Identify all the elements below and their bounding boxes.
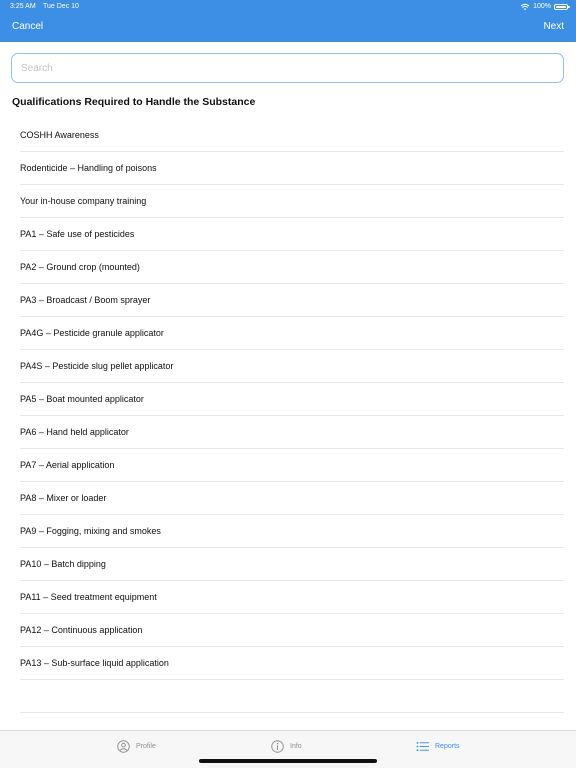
list-item[interactable]: PA5 – Boat mounted applicator: [20, 383, 564, 416]
list-item[interactable]: PA4S – Pesticide slug pellet applicator: [20, 350, 564, 383]
list-item[interactable]: PA12 – Continuous application: [20, 614, 564, 647]
list-item[interactable]: Rodenticide – Handling of poisons: [20, 152, 564, 185]
status-time: 3:25 AM: [10, 3, 36, 10]
list-icon: [416, 740, 429, 753]
tab-info[interactable]: [271, 740, 302, 753]
list-item[interactable]: PA11 – Seed treatment equipment: [20, 581, 564, 614]
list-item[interactable]: PA1 – Safe use of pesticides: [20, 218, 564, 251]
tab-info-label: Info: [290, 743, 302, 750]
list-item[interactable]: PA2 – Ground crop (mounted): [20, 251, 564, 284]
qualification-list: [20, 119, 564, 713]
tab-profile[interactable]: [117, 740, 156, 753]
list-item[interactable]: PA4G – Pesticide granule applicator: [20, 317, 564, 350]
home-indicator: [199, 759, 377, 763]
info-icon: [271, 740, 284, 753]
list-item[interactable]: PA10 – Batch dipping: [20, 548, 564, 581]
status-right: [520, 0, 568, 14]
status-bar: [0, 0, 576, 14]
list-item[interactable]: Your in-house company training: [20, 185, 564, 218]
tab-reports[interactable]: [416, 740, 460, 753]
tab-reports-label: Reports: [435, 743, 460, 750]
tab-profile-label: Profile: [136, 743, 156, 750]
list-item[interactable]: COSHH Awareness: [20, 119, 564, 152]
navigation-bar: [0, 0, 576, 42]
battery-icon: [554, 4, 568, 10]
status-date: Tue Dec 10: [43, 3, 79, 10]
list-item[interactable]: PA9 – Fogging, mixing and smokes: [20, 515, 564, 548]
cancel-button[interactable]: Cancel: [12, 21, 44, 32]
search-input[interactable]: [11, 53, 564, 83]
section-title: Qualifications Required to Handle the Substance: [12, 96, 256, 108]
next-button[interactable]: Next: [543, 21, 564, 32]
list-item[interactable]: PA6 – Hand held applicator: [20, 416, 564, 449]
list-item[interactable]: PA3 – Broadcast / Boom sprayer: [20, 284, 564, 317]
wifi-icon: [520, 3, 530, 11]
battery-percent: 100%: [533, 3, 551, 10]
profile-icon: [117, 740, 130, 753]
list-item[interactable]: PA7 – Aerial application: [20, 449, 564, 482]
list-item[interactable]: PA13 – Sub-surface liquid application: [20, 647, 564, 680]
list-item[interactable]: PA8 – Mixer or loader: [20, 482, 564, 515]
list-item-empty: [20, 680, 564, 713]
